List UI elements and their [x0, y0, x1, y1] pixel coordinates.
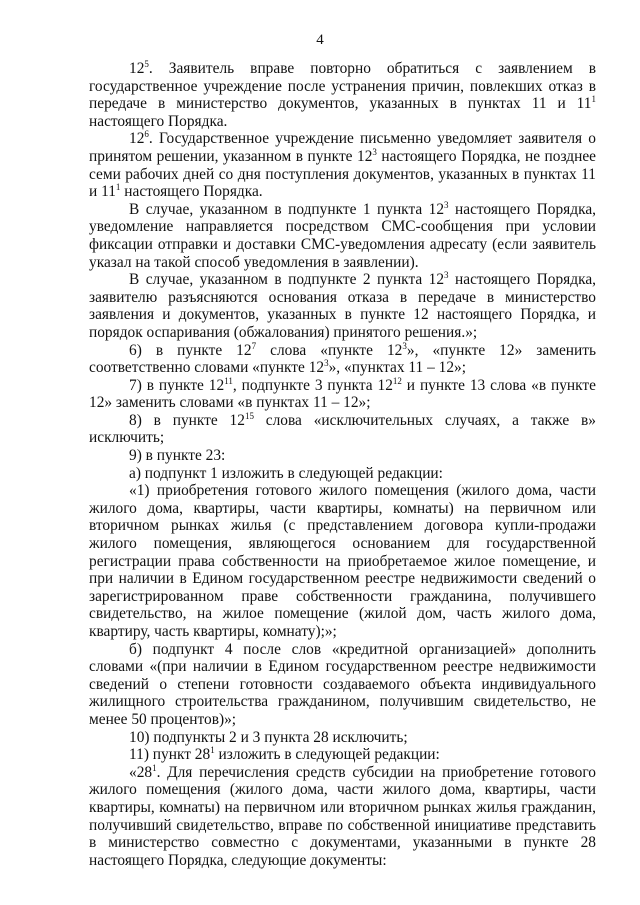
superscript-index: 7	[251, 340, 257, 351]
superscript-index: 1	[152, 762, 157, 773]
text-run: «28	[129, 763, 153, 781]
item-8	[89, 412, 596, 447]
subitem-a-text	[89, 482, 596, 640]
text-run: 10) подпункты 2 и 3 пункта 28 исключить;	[129, 728, 408, 746]
text-run: . Для перечисления средств субсидии на приобретение готового жилого помещения (жилого дома, части жилого дома, квартиры, части квартиры, комнаты) на первичном или вторичном рынках жилья гражданин, получивший свидетельство, вправе по собственной инициативе представить в министерство совместно с документами, указанными в пункте 28 настоящего Порядка, следующие документы:	[89, 763, 596, 869]
text-run: 11) пункт 28	[129, 746, 211, 764]
text-run: 6) в пункте 12	[129, 341, 252, 359]
page-number: 4	[316, 32, 324, 48]
text-run: и пункте 13 слова «в пункте 12» заменить словами «в пунктах 11 – 12»;	[89, 376, 596, 412]
text-run: . Заявитель вправе повторно обратиться с заявлением в государственное учреждение после устранения причин, повлекших отказ в передаче в министерство документов, указанных в пунктах 11 и 11	[89, 60, 596, 113]
item-11	[89, 746, 596, 764]
superscript-index: 3	[444, 270, 449, 281]
text-run: настоящего Порядка.	[89, 112, 228, 130]
superscript-index: 1	[210, 745, 215, 756]
paragraph-12-5	[89, 60, 596, 130]
text-run: б) подпункт 4 после слов «кредитной организацией» дополнить словами «(при наличии в Едином государственном реестре недвижимости сведений о степени готовности создаваемого объекта индивидуального жилищного строительства гражданином, получившим свидетельство, не менее 50 процентов)»;	[89, 640, 596, 728]
superscript-index: 1	[591, 94, 596, 105]
superscript-index: 15	[244, 410, 254, 421]
superscript-index: 3	[444, 199, 449, 210]
paragraph-28-1	[89, 764, 596, 870]
text-run: слова «исключительных случаях, а также в» исключить;	[89, 411, 596, 447]
text-run: 12	[129, 60, 145, 77]
text-run: настоящего Порядка, заявителю разъясняются основания отказа в передаче в министерство заявления и документов, указанных в пункте 12 настоящего Порядка, и порядок оспаривания (обжалования) принятого решения.»;	[89, 271, 596, 341]
text-run: В случае, указанном в подпункте 1 пункта 12	[129, 200, 445, 218]
text-run: », «пунктах 11 – 12»;	[328, 359, 466, 377]
subitem-b	[89, 641, 596, 729]
text-run: а) подпункт 1 изложить в следующей редакции:	[129, 464, 443, 482]
text-run: 8) в пункте 12	[129, 411, 245, 429]
item-9	[89, 447, 596, 465]
text-run: настоящего Порядка.	[120, 183, 263, 201]
text-run: 9) в пункте 23:	[129, 447, 226, 465]
text-run: изложить в следующей редакции:	[214, 746, 440, 764]
superscript-index: 12	[392, 375, 402, 386]
text-run: настоящего Порядка, не позднее семи рабочих дней со дня поступления документов, указанных в пунктах 11 и 11	[89, 147, 597, 201]
subitem-a	[89, 465, 596, 483]
text-run: , подпункте 3 пункта 12	[232, 376, 393, 394]
superscript-index: 6	[144, 129, 149, 140]
paragraph-12-6	[89, 130, 596, 200]
text-run: «1) приобретения готового жилого помещения (жилого дома, части жилого дома, квартиры, части квартиры, комнаты) на первичном или вторичном рынках жилья (с представлением договора купли-продажи жилого помещения, являющегося основанием для государственной регистрации права собственности на приобретаемое жилое помещение, и при наличии в Едином государственном реестре недвижимости сведений о зарегистрированном праве собственности гражданина, получившего свидетельство, на жилое помещение (жилой дом, часть жилого дома, квартиру, часть квартиры, комнату);»;	[89, 482, 596, 640]
superscript-index: 1	[115, 182, 121, 193]
superscript-index: 11	[224, 375, 233, 386]
item-10	[89, 729, 596, 747]
document-body	[89, 60, 596, 869]
superscript-index: 5	[144, 59, 149, 69]
text-run: настоящего Порядка, уведомление направляется посредством СМС-сообщения при условии фиксации отправки и доставки СМС-уведомления адресату (если заявитель указал на такой способ уведомления в заявлении).	[89, 200, 596, 271]
superscript-index: 3	[372, 146, 377, 157]
text-run: », «пункте 12» заменить соответственно словами «пункте 12	[89, 341, 596, 377]
text-run: В случае, указанном в подпункте 2 пункта 12	[129, 271, 445, 289]
superscript-index: 3	[402, 340, 407, 351]
text-run: слова «пункте 12	[256, 341, 403, 359]
text-run: 12	[129, 130, 145, 148]
item-7	[89, 377, 596, 412]
superscript-index: 3	[324, 358, 329, 369]
paragraph-refusal-explanation	[89, 271, 596, 341]
text-run: 7) в пункте 12	[129, 376, 225, 394]
item-6	[89, 342, 596, 377]
paragraph-sms-notification	[89, 201, 596, 271]
text-run: . Государственное учреждение письменно уведомляет заявителя о принятом решении, указанном в пункте 12	[89, 130, 596, 165]
